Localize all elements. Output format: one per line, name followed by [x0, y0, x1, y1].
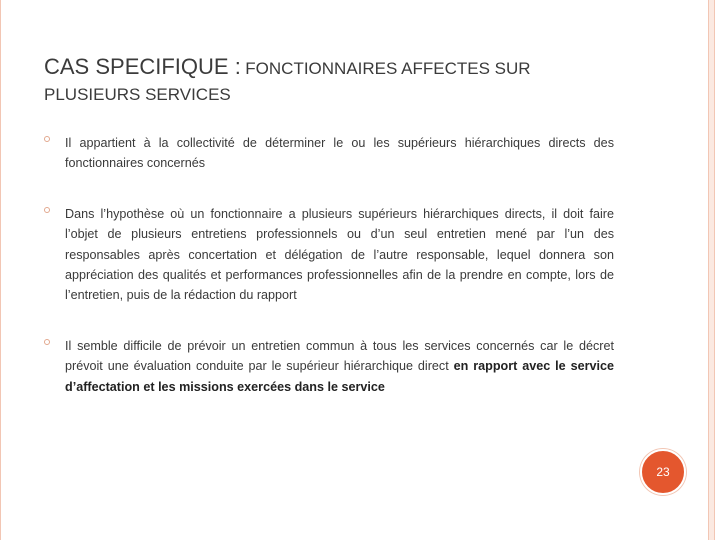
- slide-title: [44, 50, 664, 87]
- title-main: CAS SPECIFIQUE :: [44, 54, 241, 79]
- bullet-item: [44, 336, 614, 397]
- page-number-badge: 23: [640, 449, 686, 495]
- bullet-icon: [44, 207, 50, 213]
- bullet-text: Il appartient à la collectivité de déterminer le ou les supérieurs hiérarchiques directs des fonctionnaires concernés: [65, 136, 614, 171]
- bullet-item: [44, 133, 614, 174]
- slide-frame-right-line: [714, 0, 715, 540]
- bullet-text: Il semble difficile de prévoir un entretien commun à tous les services concernés car le décret prévoit une évaluation conduite par le supérieur hiérarchique direct: [65, 339, 614, 374]
- title-line-2: PLUSIEURS SERVICES: [44, 85, 231, 104]
- bullet-text-container: [65, 336, 614, 397]
- bullet-icon: [44, 339, 50, 345]
- bullet-item: [44, 204, 614, 305]
- bullet-bold-text: en rapport avec le service d’affectation et les missions exercées dans le service: [65, 359, 614, 394]
- slide-frame-right-line: [708, 0, 709, 540]
- title-sub: FONCTIONNAIRES AFFECTES SUR: [245, 59, 531, 78]
- slide-frame-left: [0, 0, 10, 540]
- bullet-icon: [44, 136, 50, 142]
- bullet-text: Dans l’hypothèse où un fonctionnaire a plusieurs supérieurs hiérarchiques directs, il doit faire l’objet de plusieurs entretiens professionnels ou d’un seul entretien mené par l’un des responsables après concertation et délégation de l’autre responsable, lequel donnera son appréciation des qualités et performances professionnelles afin de la prendre en compte, lors de l’entretien, puis de la rédaction du rapport: [65, 207, 614, 303]
